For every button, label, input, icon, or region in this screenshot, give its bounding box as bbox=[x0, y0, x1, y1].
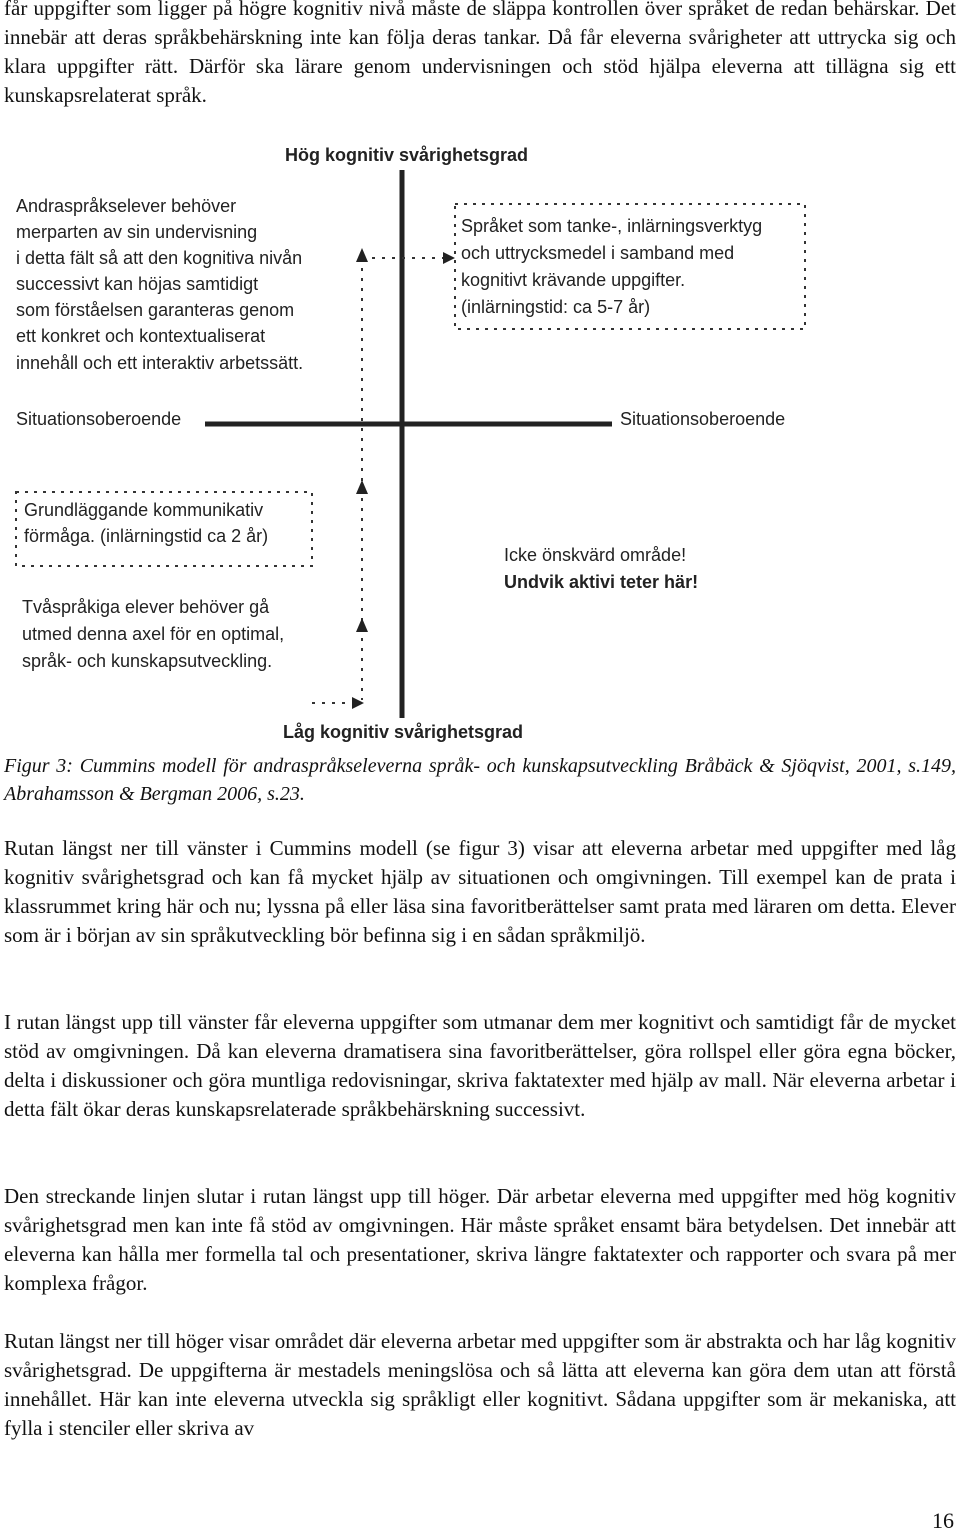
top-left-text bbox=[16, 196, 303, 373]
arrow-up-low-icon bbox=[356, 618, 368, 632]
bottom-left-box-line: förmåga. (inlärningstid ca 2 år) bbox=[24, 526, 269, 546]
top-right-line: kognitivt krävande uppgifter. bbox=[461, 270, 686, 290]
left-axis-label: Situationsoberoende bbox=[16, 409, 182, 429]
top-left-line: Andraspråkselever behöver bbox=[16, 196, 237, 216]
cummins-model-figure bbox=[0, 140, 820, 750]
bottom-axis-label: Låg kognitiv svårighetsgrad bbox=[283, 722, 524, 742]
body-paragraph-1: Rutan längst ner till vänster i Cummins modell (se figur 3) visar att eleverna arbetar med uppgifter med låg kognitiv svårighetsgrad och kan få mycket hjälp av situationen och omgivningen. Till exempel kan de prata i klassrummet kring här och nu; lyssna på eller läsa sina favoritberättelser samt prata med läraren om detta. Elever som är i början av sin språkutveckling bör befinna sig i en sådan språkmiljö. bbox=[4, 836, 956, 947]
bottom-right-warning: Icke önskvärd område! bbox=[504, 545, 687, 565]
top-right-line: (inlärningstid: ca 5-7 år) bbox=[461, 297, 651, 317]
top-right-line: Språket som tanke-, inlärningsverktyg bbox=[461, 216, 763, 236]
bottom-left-line: utmed denna axel för en optimal, bbox=[22, 624, 285, 644]
figure-caption: Figur 3: Cummins modell för andraspråkseleverna språk- och kunskapsutveckling Bråbäck & Sjöqvist, 2001, s.149, Abrahamsson & Bergman 2006, s.23. bbox=[4, 755, 956, 805]
intro-paragraph: får uppgifter som ligger på högre kognitiv nivå måste de släppa kontrollen över språket de redan behärskar. Det innebär att deras språkbehärskning inte kan följa deras tankar. Då får eleverna svårigheter att uttrycka sig och klara uppgifter rätt. Därför ska lärare genom undervisningen och stöd hjälpa eleverna att tillägna sig ett kunskapsrelaterat språk. bbox=[4, 0, 956, 107]
right-axis-label: Situationsoberoende bbox=[620, 409, 786, 429]
top-left-line: i detta fält så att den kognitiva nivån bbox=[16, 248, 303, 268]
top-right-line: och uttrycksmedel i samband med bbox=[461, 243, 735, 263]
page-number: 16 bbox=[932, 1508, 954, 1533]
top-axis-label: Hög kognitiv svårighetsgrad bbox=[285, 145, 529, 165]
arrow-right-top-icon bbox=[443, 252, 455, 264]
bottom-left-box-line: Grundläggande kommunikativ bbox=[24, 500, 264, 520]
body-paragraph-2: I rutan längst upp till vänster får eleverna uppgifter som utmanar dem mer kognitivt och samtidigt får de mycket stöd av omgivningen. Då kan eleverna dramatisera sina favoritberättelser, göra rollspel eller göra egna böcker, delta i diskussioner och göra muntliga redovisningar, skriva faktatexter med hjälp av mall. När eleverna arbetar i detta fält ökar deras kunskapsrelaterade språkbehärskning successivt. bbox=[4, 1010, 956, 1121]
body-paragraph-3: Den streckande linjen slutar i rutan längst upp till höger. Där arbetar eleverna med uppgifter med hög kognitiv svårighetsgrad men kan inte få stöd av omgivningen. Här måste språket ensamt bära betydelsen. Det innebär att eleverna kan hålla mer formella tal och presentationer, skriva längre faktatexter och rapporter och svara på mer komplexa frågor. bbox=[4, 1184, 956, 1295]
arrow-up-top-icon bbox=[356, 248, 368, 262]
top-left-line: successivt kan höjas samtidigt bbox=[16, 274, 259, 294]
bottom-left-text bbox=[22, 597, 284, 671]
top-right-text bbox=[461, 216, 762, 317]
top-left-line: som förståelsen garanteras genom bbox=[16, 300, 295, 320]
arrow-up-mid-icon bbox=[356, 480, 368, 494]
bottom-left-box-text bbox=[24, 500, 268, 546]
body-paragraph-4: Rutan längst ner till höger visar området där eleverna arbetar med uppgifter som är abstrakta och har låg kognitiv svårighetsgrad. De uppgifterna är mestadels meningslösa och så lätta att eleverna kan göra dem utan att förstå innehållet. Här kan inte eleverna utveckla sig språkligt eller kognitivt. Sådana uppgifter som är mekaniska, att fylla i stenciler eller skriva av bbox=[4, 1329, 956, 1440]
top-left-line: ett konkret och kontextualiserat bbox=[16, 326, 266, 346]
bottom-left-line: Tvåspråkiga elever behöver gå bbox=[22, 597, 270, 617]
bottom-right-warning-bold: Undvik aktivi teter här! bbox=[504, 572, 699, 592]
top-left-line: innehåll och ett interaktiv arbetssätt. bbox=[16, 353, 304, 373]
bottom-left-line: språk- och kunskapsutveckling. bbox=[22, 651, 273, 671]
top-left-line: merparten av sin undervisning bbox=[16, 222, 258, 242]
